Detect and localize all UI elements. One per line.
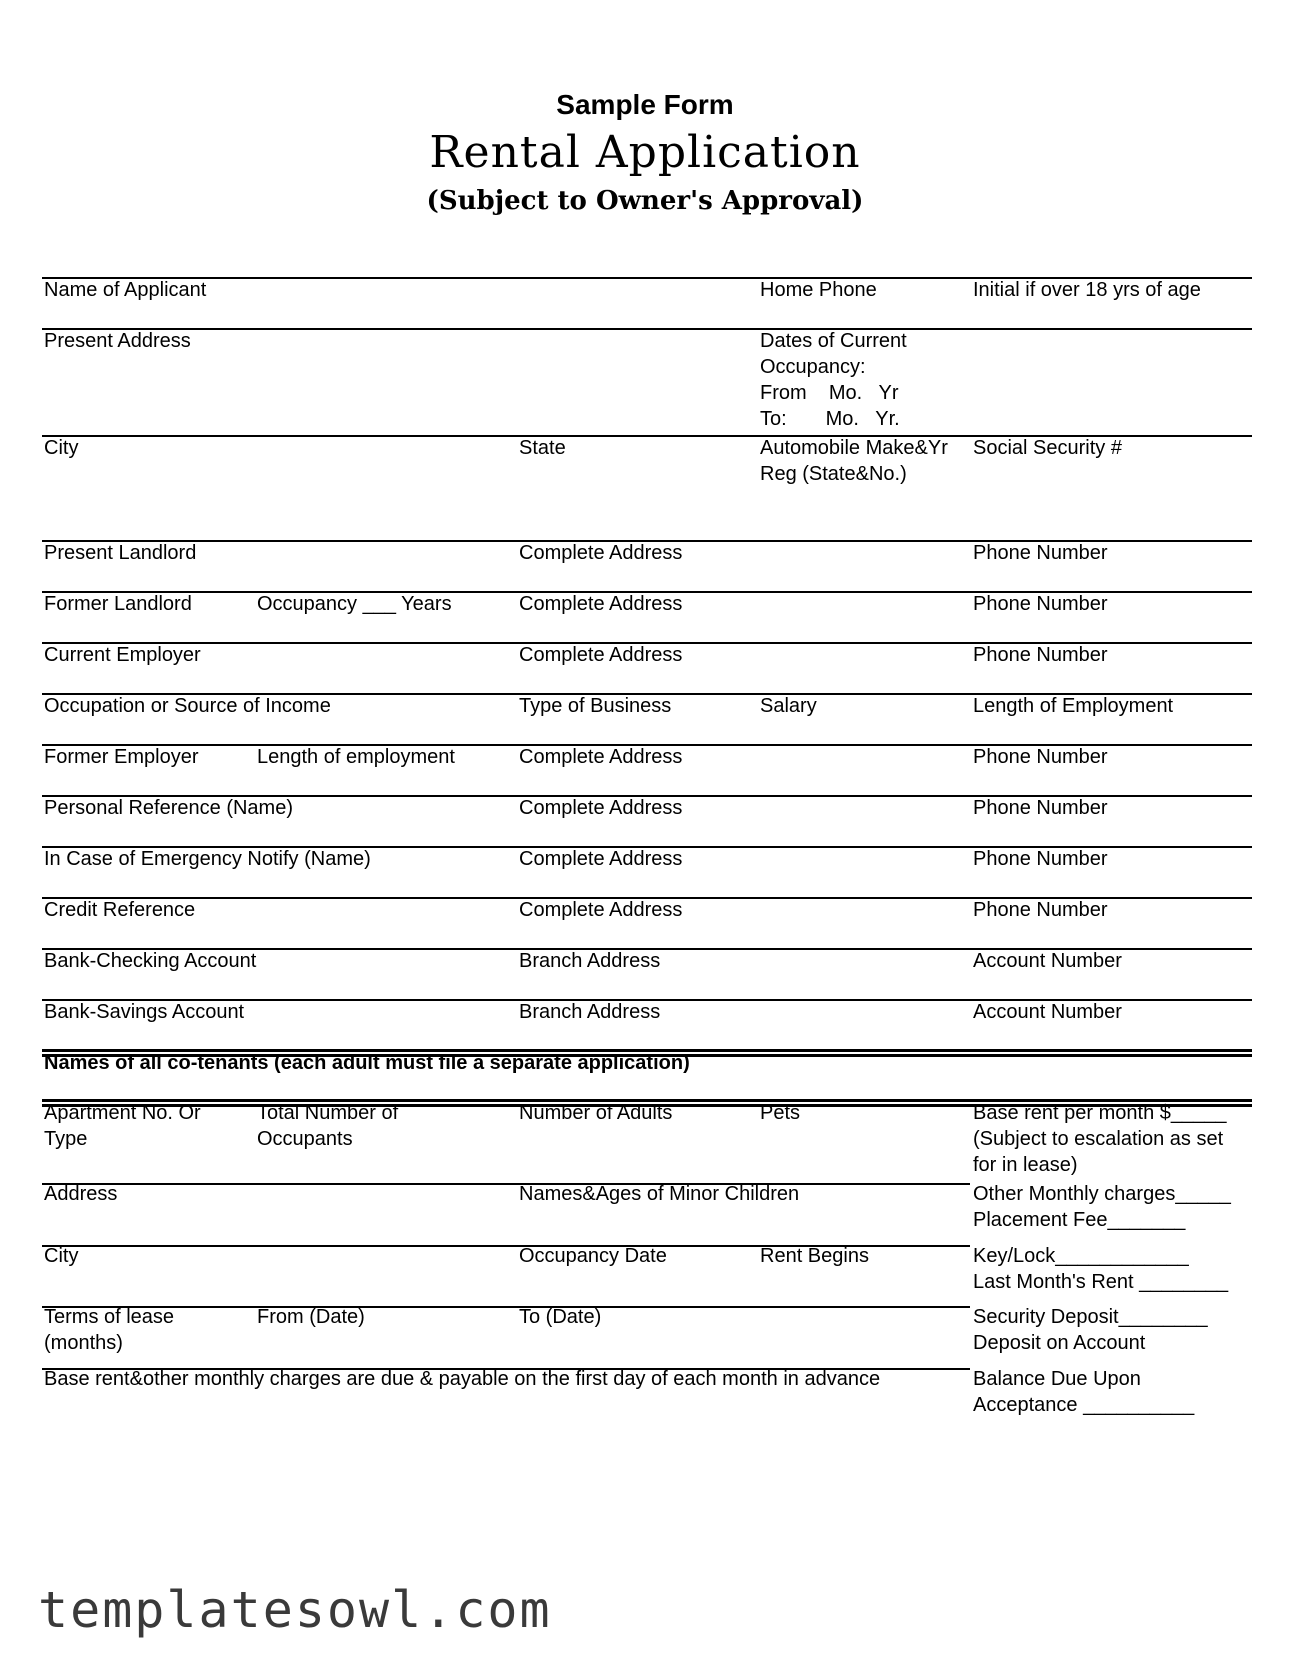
personal-reference-field[interactable]: Personal Reference (Name) xyxy=(44,797,293,819)
apartment-type-label: Type xyxy=(44,1128,88,1150)
pets-field[interactable]: Pets xyxy=(760,1102,801,1124)
former-employer-field[interactable]: Former Employer xyxy=(44,746,199,768)
former-employment-length-field[interactable]: Length of employment xyxy=(257,746,455,768)
employer-address-field[interactable]: Complete Address xyxy=(519,644,683,666)
savings-branch-field[interactable]: Branch Address xyxy=(519,1001,661,1023)
reference-phone-field[interactable]: Phone Number xyxy=(973,797,1108,819)
credit-reference-field[interactable]: Credit Reference xyxy=(44,899,196,921)
former-landlord-phone-field[interactable]: Phone Number xyxy=(973,593,1108,615)
base-rent-note: (Subject to escalation as set xyxy=(973,1128,1224,1150)
landlord-phone-field[interactable]: Phone Number xyxy=(973,542,1108,564)
state-field[interactable]: State xyxy=(519,437,566,459)
deposit-account-field[interactable]: Deposit on Account xyxy=(973,1332,1146,1354)
balance-due-label: Balance Due Upon xyxy=(973,1368,1141,1390)
rule xyxy=(42,1306,970,1308)
present-landlord-field[interactable]: Present Landlord xyxy=(44,542,197,564)
salary-field[interactable]: Salary xyxy=(760,695,817,717)
automobile-field[interactable]: Automobile Make&Yr xyxy=(760,437,948,459)
rule xyxy=(42,1183,970,1185)
occupancy-to-field[interactable]: To: Mo. Yr. xyxy=(760,408,900,430)
business-type-field[interactable]: Type of Business xyxy=(519,695,672,717)
cotenants-field[interactable]: Names of all co-tenants (each adult must file a separate application) xyxy=(44,1052,690,1074)
watermark: templatesowl.com xyxy=(38,1581,552,1639)
form-subtitle: (Subject to Owner's Approval) xyxy=(426,186,864,216)
rule xyxy=(42,328,1252,330)
employer-phone-field[interactable]: Phone Number xyxy=(973,644,1108,666)
savings-account-field[interactable]: Bank-Savings Account xyxy=(44,1001,245,1023)
credit-address-field[interactable]: Complete Address xyxy=(519,899,683,921)
lease-from-date-field[interactable]: From (Date) xyxy=(257,1306,365,1328)
security-deposit-field[interactable]: Security Deposit________ xyxy=(973,1306,1208,1328)
ssn-field[interactable]: Social Security # xyxy=(973,437,1122,459)
placement-fee-field[interactable]: Placement Fee_______ xyxy=(973,1209,1186,1231)
last-month-rent-field[interactable]: Last Month's Rent ________ xyxy=(973,1271,1229,1293)
lease-address-field[interactable]: Address xyxy=(44,1183,118,1205)
lease-terms-label: (months) xyxy=(44,1332,123,1354)
former-landlord-address-field[interactable]: Complete Address xyxy=(519,593,683,615)
key-lock-field[interactable]: Key/Lock____________ xyxy=(973,1245,1189,1267)
form-title: Rental Application xyxy=(429,127,861,178)
lease-city-field[interactable]: City xyxy=(44,1245,79,1267)
former-employer-address-field[interactable]: Complete Address xyxy=(519,746,683,768)
emergency-phone-field[interactable]: Phone Number xyxy=(973,848,1108,870)
home-phone-field[interactable]: Home Phone xyxy=(760,279,877,301)
reference-address-field[interactable]: Complete Address xyxy=(519,797,683,819)
apartment-type-field[interactable]: Apartment No. Or xyxy=(44,1102,201,1124)
checking-branch-field[interactable]: Branch Address xyxy=(519,950,661,972)
base-rent-note: for in lease) xyxy=(973,1154,1078,1176)
employment-length-field[interactable]: Length of Employment xyxy=(973,695,1174,717)
former-employer-phone-field[interactable]: Phone Number xyxy=(973,746,1108,768)
occupancy-years-field[interactable]: Occupancy ___ Years xyxy=(257,593,452,615)
balance-due-field[interactable]: Acceptance __________ xyxy=(973,1394,1195,1416)
emergency-contact-field[interactable]: In Case of Emergency Notify (Name) xyxy=(44,848,371,870)
lease-terms-field[interactable]: Terms of lease xyxy=(44,1306,175,1328)
occupants-label: Occupants xyxy=(257,1128,353,1150)
applicant-name-field[interactable]: Name of Applicant xyxy=(44,279,207,301)
city-field[interactable]: City xyxy=(44,437,79,459)
savings-number-field[interactable]: Account Number xyxy=(973,1001,1122,1023)
occupancy-dates-label: Dates of Current xyxy=(760,330,907,352)
emergency-address-field[interactable]: Complete Address xyxy=(519,848,683,870)
other-charges-field[interactable]: Other Monthly charges_____ xyxy=(973,1183,1231,1205)
lease-to-date-field[interactable]: To (Date) xyxy=(519,1306,602,1328)
occupancy-dates-label: Occupancy: xyxy=(760,356,866,378)
adults-field[interactable]: Number of Adults xyxy=(519,1102,673,1124)
checking-number-field[interactable]: Account Number xyxy=(973,950,1122,972)
occupation-field[interactable]: Occupation or Source of Income xyxy=(44,695,331,717)
occupancy-from-field[interactable]: From Mo. Yr xyxy=(760,382,899,404)
initial-field[interactable]: Initial if over 18 yrs of age xyxy=(973,279,1201,301)
checking-account-field[interactable]: Bank-Checking Account xyxy=(44,950,257,972)
base-rent-field[interactable]: Base rent per month $_____ xyxy=(973,1102,1227,1124)
minor-children-field[interactable]: Names&Ages of Minor Children xyxy=(519,1183,800,1205)
landlord-address-field[interactable]: Complete Address xyxy=(519,542,683,564)
current-employer-field[interactable]: Current Employer xyxy=(44,644,201,666)
credit-phone-field[interactable]: Phone Number xyxy=(973,899,1108,921)
form-label: Sample Form xyxy=(556,89,734,120)
present-address-field[interactable]: Present Address xyxy=(44,330,191,352)
payment-terms-note: Base rent&other monthly charges are due & payable on the first day of each month in advance xyxy=(44,1368,881,1390)
occupancy-date-field[interactable]: Occupancy Date xyxy=(519,1245,667,1267)
former-landlord-field[interactable]: Former Landlord xyxy=(44,593,192,615)
occupants-field[interactable]: Total Number of xyxy=(257,1102,399,1124)
rent-begins-field[interactable]: Rent Begins xyxy=(760,1245,869,1267)
automobile-reg-label: Reg (State&No.) xyxy=(760,463,907,485)
